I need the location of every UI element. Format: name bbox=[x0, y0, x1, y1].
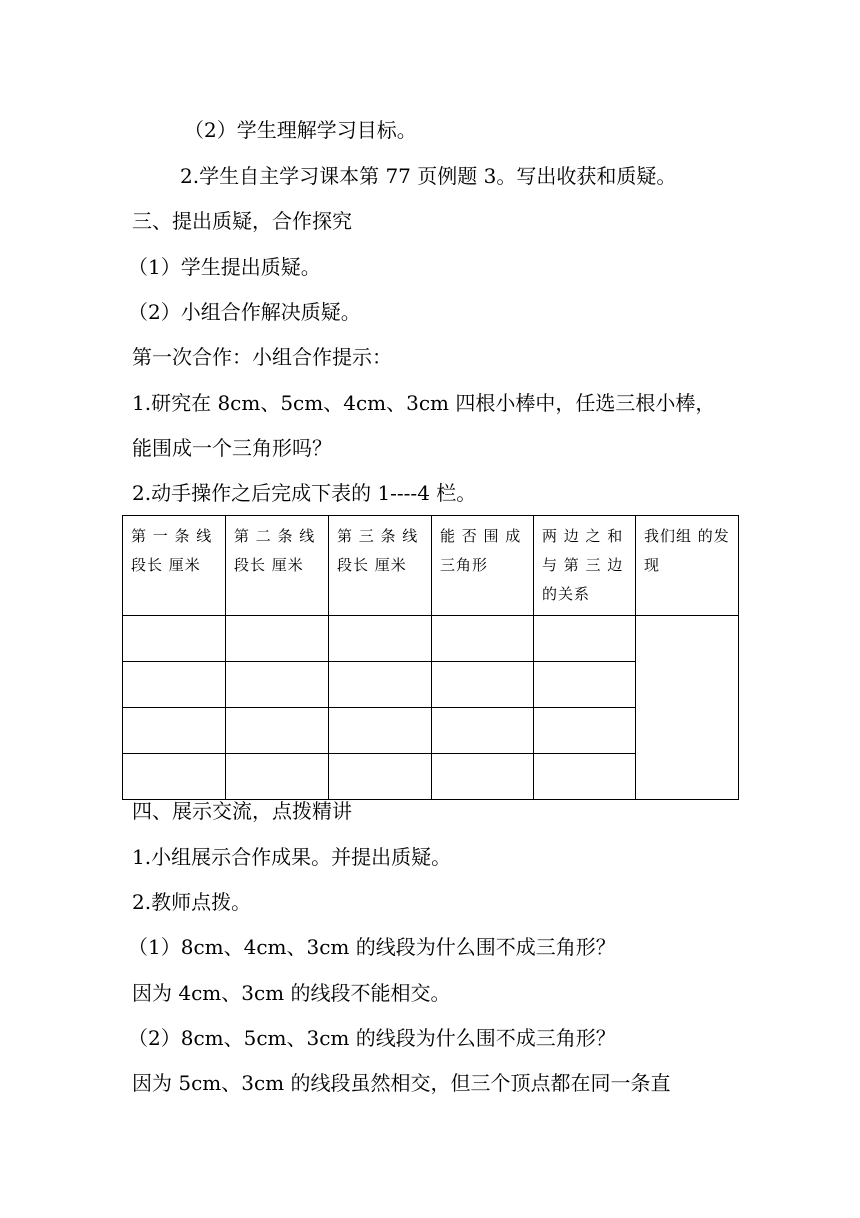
line-8: 能围成一个三角形吗？ bbox=[132, 436, 332, 460]
line-12: 2.教师点拨。 bbox=[132, 890, 252, 914]
table-cell bbox=[432, 662, 534, 708]
results-table bbox=[122, 515, 739, 800]
table-cell bbox=[329, 754, 432, 800]
line-13: （1）8cm、4cm、3cm 的线段为什么围不成三角形？ bbox=[128, 935, 616, 959]
header-cell-1: 第 一 条 线 段长 厘米 bbox=[123, 516, 226, 616]
table-cell bbox=[329, 616, 432, 662]
line-2: 2.学生自主学习课本第 77 页例题 3。写出收获和质疑。 bbox=[180, 164, 677, 188]
table-cell bbox=[534, 662, 636, 708]
table-cell bbox=[123, 754, 226, 800]
header-cell-6: 我们组 的发现 bbox=[636, 516, 739, 616]
line-14: 因为 4cm、3cm 的线段不能相交。 bbox=[132, 981, 451, 1005]
table-header-row bbox=[123, 516, 739, 616]
findings-cell bbox=[636, 616, 739, 800]
table-cell bbox=[432, 708, 534, 754]
header-cell-4: 能 否 围 成 三角形 bbox=[432, 516, 534, 616]
line-5: （2）小组合作解决质疑。 bbox=[128, 300, 361, 324]
table-cell bbox=[226, 754, 329, 800]
line-1: （2）学生理解学习目标。 bbox=[184, 118, 417, 142]
table-cell bbox=[432, 616, 534, 662]
line-15: （2）8cm、5cm、3cm 的线段为什么围不成三角形？ bbox=[128, 1026, 616, 1050]
header-cell-5: 两 边 之 和 与 第 三 边 的关系 bbox=[534, 516, 636, 616]
section-heading-4: 四、展示交流，点拨精讲 bbox=[132, 799, 352, 823]
section-heading-3: 三、提出质疑，合作探究 bbox=[132, 209, 352, 233]
table-cell bbox=[226, 616, 329, 662]
header-cell-3: 第 三 条 线 段长 厘米 bbox=[329, 516, 432, 616]
table-cell bbox=[123, 662, 226, 708]
table-cell bbox=[534, 616, 636, 662]
line-6: 第一次合作：小组合作提示： bbox=[132, 345, 392, 369]
table-row bbox=[123, 616, 739, 662]
line-16: 因为 5cm、3cm 的线段虽然相交，但三个顶点都在同一条直 bbox=[132, 1071, 671, 1095]
table-cell bbox=[534, 708, 636, 754]
line-11: 1.小组展示合作成果。并提出质疑。 bbox=[132, 845, 452, 869]
table-cell bbox=[432, 754, 534, 800]
line-7: 1.研究在 8cm、5cm、4cm、3cm 四根小棒中，任选三根小棒， bbox=[132, 391, 716, 415]
header-cell-2: 第 二 条 线 段长 厘米 bbox=[226, 516, 329, 616]
table-cell bbox=[123, 616, 226, 662]
table-cell bbox=[329, 662, 432, 708]
table-cell bbox=[123, 708, 226, 754]
line-9: 2.动手操作之后完成下表的 1----4 栏。 bbox=[132, 481, 477, 505]
table-cell bbox=[534, 754, 636, 800]
table-cell bbox=[226, 662, 329, 708]
table-cell bbox=[329, 708, 432, 754]
table-cell bbox=[226, 708, 329, 754]
line-4: （1）学生提出质疑。 bbox=[128, 255, 321, 279]
